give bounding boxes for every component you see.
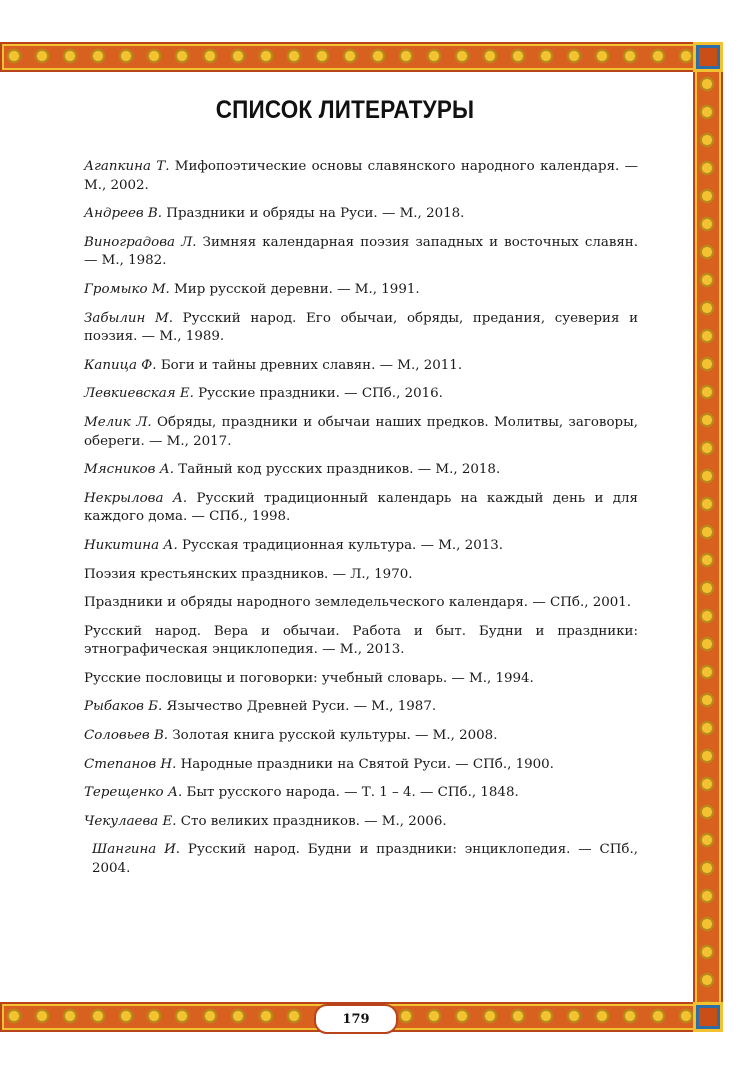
reference-author: Забылин М. (84, 310, 173, 326)
ornamental-corner-bottom (693, 1002, 723, 1032)
reference-text: Быт русского народа. — Т. 1 – 4. — СПб., 1848. (182, 785, 519, 801)
reference-text: Мир русской деревни. — М., 1991. (169, 281, 420, 297)
reference-author: Громыко М. (84, 281, 170, 297)
reference-entry (84, 537, 638, 556)
reference-author: Чекулаева Е. (84, 813, 177, 829)
reference-text: Праздники и обряды на Руси. — М., 2018. (162, 206, 465, 222)
reference-text: Мифопоэтические основы славянского народного календаря. — М., 2002. (84, 159, 638, 193)
reference-entry (84, 813, 638, 832)
reference-text: Обряды, праздники и обычаи наших предков. Молитвы, заговоры, обереги. — М., 2017. (84, 414, 638, 449)
reference-author: Никитина А. (84, 537, 178, 553)
reference-entry (84, 670, 638, 689)
reference-entry (84, 281, 638, 300)
reference-author: Шангина И. (92, 842, 181, 858)
reference-entry (84, 623, 638, 660)
reference-text: Золотая книга русской культуры. — М., 2008. (168, 728, 498, 744)
reference-entry (84, 698, 638, 717)
reference-entry (84, 490, 638, 527)
reference-entry (84, 414, 638, 451)
reference-text: Русские пословицы и поговорки: учебный словарь. — М., 1994. (84, 670, 534, 686)
reference-entry (84, 205, 638, 224)
reference-list (84, 158, 638, 889)
reference-text: Русский народ. Вера и обычаи. Работа и быт. Будни и праздники: этнографическая энциклопедия. — М., 2013. (84, 623, 638, 658)
reference-text: Боги и тайны древних славян. — М., 2011. (156, 357, 463, 373)
reference-author: Рыбаков Б. (84, 699, 163, 715)
reference-author: Мелик Л. (84, 414, 152, 430)
reference-text: Поэзия крестьянских праздников. — Л., 1970. (84, 566, 413, 582)
reference-text: Народные праздники на Святой Руси. — СПб., 1900. (176, 756, 554, 772)
reference-text: Тайный код русских праздников. — М., 2018. (174, 462, 501, 478)
reference-text: Русская традиционная культура. — М., 2013. (177, 537, 504, 553)
reference-author: Капица Ф. (84, 357, 157, 373)
reference-entry (84, 566, 638, 585)
reference-entry (84, 756, 638, 775)
reference-text: Русские праздники. — СПб., 2016. (193, 386, 443, 402)
reference-entry (84, 784, 638, 803)
reference-entry (84, 841, 638, 878)
reference-text: Русский народ. Его обычаи, обряды, предания, суеверия и поэзия. — М., 1989. (84, 310, 638, 345)
reference-text: Русский народ. Будни и праздники: энциклопедия. — СПб., 2004. (92, 842, 638, 877)
reference-author: Терещенко А. (84, 785, 183, 801)
reference-author: Степанов Н. (84, 756, 177, 772)
ornamental-corner-top (693, 42, 723, 72)
reference-text: Язычество Древней Руси. — М., 1987. (162, 699, 437, 715)
reference-entry (84, 461, 638, 480)
reference-author: Андреев В. (84, 206, 163, 222)
reference-author: Левкиевская Е. (84, 386, 194, 402)
reference-entry (84, 158, 638, 195)
ornamental-border-top (0, 42, 701, 72)
reference-text: Зимняя календарная поэзия западных и восточных славян. — М., 1982. (84, 234, 638, 269)
reference-text: Сто великих праздников. — М., 2006. (176, 813, 447, 829)
reference-entry (84, 385, 638, 404)
page-title: СПИСОК ЛИТЕРАТУРЫ (215, 96, 475, 124)
reference-author: Некрылова А. (84, 490, 188, 506)
reference-author: Соловьев В. (84, 728, 169, 744)
reference-author: Мясников А. (84, 462, 175, 478)
ornamental-border-right (693, 42, 723, 1032)
reference-text: Праздники и обряды народного земледельческого календаря. — СПб., 2001. (84, 595, 632, 611)
reference-text: Русский традиционный календарь на каждый день и для каждого дома. — СПб., 1998. (84, 490, 638, 525)
reference-entry (84, 727, 638, 746)
reference-entry (84, 594, 638, 613)
page-number: 179 (314, 1004, 398, 1034)
reference-entry (84, 310, 638, 347)
reference-author: Виноградова Л. (84, 234, 197, 250)
reference-entry (84, 234, 638, 271)
reference-author: Агапкина Т. (84, 159, 170, 174)
reference-entry (84, 357, 638, 376)
